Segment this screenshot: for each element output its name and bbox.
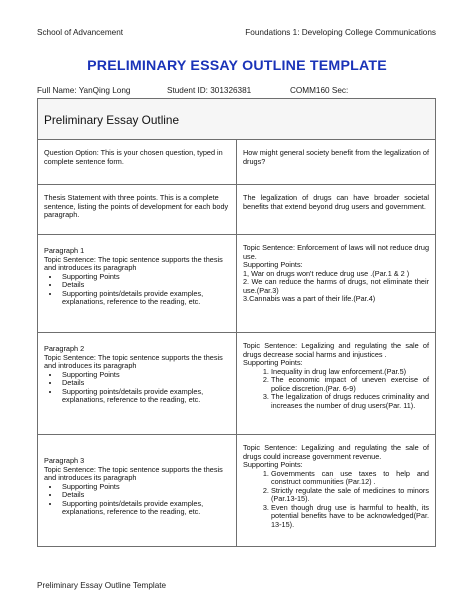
list-item: 1. Governments can use taxes to help and construct communities (Par.12) .	[271, 470, 429, 487]
table-heading: Preliminary Essay Outline	[38, 99, 436, 140]
paragraph3-desc: Topic Sentence: The topic sentence supports the thesis and introduces its paragraph	[44, 464, 223, 482]
list-item: • Details	[60, 281, 230, 290]
table-row	[38, 435, 436, 547]
paragraph2-desc: Topic Sentence: The topic sentence supports the thesis and introduces its paragraph	[44, 352, 223, 370]
paragraph2-points	[243, 368, 429, 411]
student-id: Student ID: 301326381	[167, 86, 252, 95]
paragraph2-title: Paragraph 2	[44, 344, 85, 353]
paragraph1-point-3: 3.Cannabis was a part of their life.(Par.4)	[243, 294, 376, 303]
table-row	[38, 185, 436, 235]
paragraph1-guide	[38, 235, 237, 333]
list-item: • Supporting Points	[60, 483, 230, 492]
paragraph3-answer	[237, 435, 436, 547]
paragraph3-bullets	[44, 483, 230, 517]
table-row	[38, 140, 436, 185]
paragraph2-topic: Topic Sentence: Legalizing and regulating the sale of drugs decrease social harms and injustices .	[243, 341, 429, 359]
thesis-answer: The legalization of drugs can have broader societal benefits that extend beyond drug users and government.	[237, 185, 436, 235]
list-item: 3. Even though drug use is harmful to health, its potential benefits have to be acknowledged(Par. 13-15).	[271, 504, 429, 530]
header-course: Foundations 1: Developing College Communications	[245, 28, 436, 37]
list-item: 3. The legalization of drugs reduces criminality and increases the number of drug users(Par. 11).	[271, 393, 429, 410]
paragraph1-bullets	[44, 273, 230, 307]
list-item: • Supporting Points	[60, 273, 230, 282]
paragraph1-supporting-label: Supporting Points:	[243, 260, 303, 269]
outline-table	[37, 98, 436, 547]
list-item: • Supporting Points	[60, 371, 230, 380]
paragraph3-supporting-label: Supporting Points:	[243, 460, 303, 469]
page-footer: Preliminary Essay Outline Template	[37, 581, 167, 590]
paragraph3-guide	[38, 435, 237, 547]
list-item: • Supporting points/details provide examples, explanations, reference to the reading, etc.	[60, 290, 230, 307]
question-answer: How might general society benefit from the legalization of drugs?	[237, 140, 436, 185]
table-row	[38, 235, 436, 333]
list-item: • Supporting points/details provide examples, explanations, reference to the reading, etc.	[60, 388, 230, 405]
list-item: • Details	[60, 491, 230, 500]
list-item: 2. Strictly regulate the sale of medicines to minors (Par.13-15).	[271, 487, 429, 504]
full-name: Full Name: YanQing Long	[37, 86, 131, 95]
table-row	[38, 333, 436, 435]
course-section: COMM160 Sec:	[290, 86, 349, 95]
list-item: 2. The economic impact of uneven exercise of police discretion.(Par. 6-9)	[271, 376, 429, 393]
question-label: Question Option: This is your chosen question, typed in complete sentence form.	[38, 140, 237, 185]
paragraph1-title: Paragraph 1	[44, 246, 85, 255]
paragraph1-point-1: 1, War on drugs won't reduce drug use .(Par.1 & 2 )	[243, 268, 410, 278]
paragraph2-bullets	[44, 371, 230, 405]
paragraph2-guide	[38, 333, 237, 435]
header-school: School of Advancement	[37, 28, 124, 37]
paragraph2-answer	[237, 333, 436, 435]
paragraph3-title: Paragraph 3	[44, 456, 85, 465]
list-item: • Supporting points/details provide examples, explanations, reference to the reading, etc.	[60, 500, 230, 517]
list-item: • Details	[60, 379, 230, 388]
paragraph1-answer	[237, 235, 436, 333]
paragraph3-topic: Topic Sentence: Legalizing and regulating the sale of drugs could increase government revenue.	[243, 443, 429, 461]
paragraph1-point-2: 2. We can reduce the harms of drugs, not eliminate their use.(Par.3)	[243, 277, 429, 295]
paragraph1-topic: Topic Sentence: Enforcement of laws will not reduce drug use.	[243, 243, 429, 261]
paragraph3-points	[243, 470, 429, 530]
document-title: PRELIMINARY ESSAY OUTLINE TEMPLATE	[87, 58, 387, 74]
list-item: 1. Inequality in drug law enforcement.(Par.5)	[271, 368, 429, 377]
thesis-label: Thesis Statement with three points. This is a complete sentence, listing the points of development for each body paragraph.	[38, 185, 237, 235]
paragraph2-supporting-label: Supporting Points:	[243, 358, 303, 367]
paragraph1-desc: Topic Sentence: The topic sentence supports the thesis and introduces its paragraph	[44, 254, 223, 272]
table-heading-row	[38, 99, 436, 140]
